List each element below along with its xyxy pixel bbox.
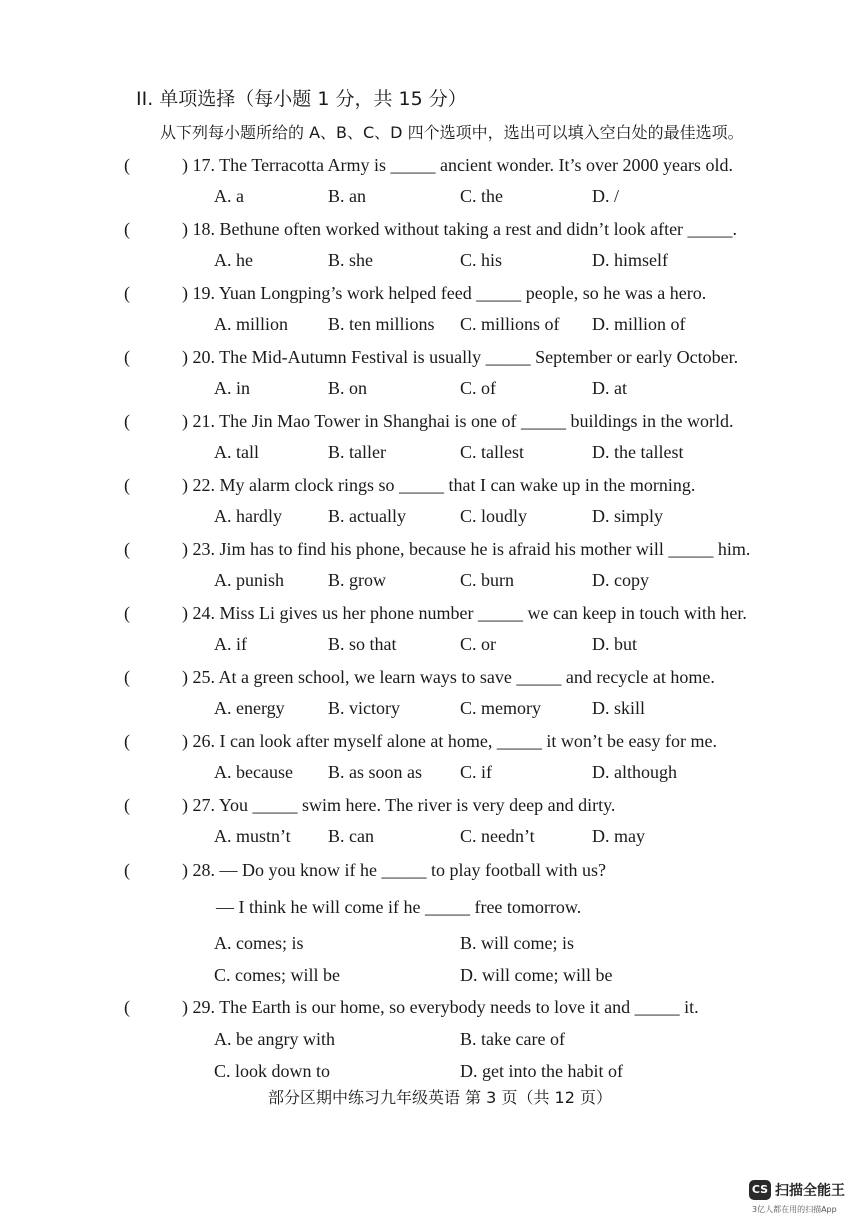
question-text: ) 17. The Terracotta Army is _____ ancient wonder. It’s over 2000 years old. — [182, 155, 733, 175]
question-text: ) 23. Jim has to find his phone, because he is afraid his mother will _____ him. — [182, 539, 751, 559]
answer-blank-paren[interactable]: ( — [124, 219, 130, 239]
option-d: D. / — [592, 186, 619, 206]
option-d: D. at — [592, 378, 627, 398]
answer-blank-paren[interactable]: ( — [124, 539, 130, 559]
question-text: ) 26. I can look after myself alone at home, _____ it won’t be easy for me. — [182, 731, 718, 751]
option-a: A. tall — [214, 442, 259, 462]
option-b: B. take care of — [460, 1029, 565, 1049]
answer-blank-paren[interactable]: ( — [124, 475, 130, 495]
option-d: D. will come; will be — [460, 965, 613, 985]
answer-blank-paren[interactable]: ( — [124, 603, 130, 623]
option-d: D. skill — [592, 698, 646, 718]
option-c: C. millions of — [460, 314, 560, 334]
option-c: C. burn — [460, 570, 514, 590]
option-d: D. simply — [592, 506, 664, 526]
answer-blank-paren[interactable]: ( — [124, 731, 130, 751]
answer-blank-paren[interactable]: ( — [124, 411, 130, 431]
option-d: D. may — [592, 826, 645, 846]
question-text: ) 18. Bethune often worked without taking a rest and didn’t look after _____. — [182, 219, 738, 239]
answer-blank-paren[interactable]: ( — [124, 667, 130, 687]
option-d: D. copy — [592, 570, 649, 590]
question-text: ) 28. — Do you know if he _____ to play football with us? — [182, 860, 606, 880]
option-d: D. million of — [592, 314, 686, 334]
camscanner-logo-icon: CS — [749, 1180, 771, 1200]
answer-blank-paren[interactable]: ( — [124, 795, 130, 815]
option-b: B. an — [328, 186, 366, 206]
question-text: ) 27. You _____ swim here. The river is very deep and dirty. — [182, 795, 616, 815]
option-b: B. she — [328, 250, 373, 270]
option-b: B. can — [328, 826, 374, 846]
option-b: B. grow — [328, 570, 386, 590]
option-c: C. his — [460, 250, 503, 270]
page-footer: 部分区期中练习九年级英语 第 3 页（共 12 页） — [268, 1088, 612, 1107]
option-c: C. tallest — [460, 442, 524, 462]
option-c: C. look down to — [214, 1061, 331, 1081]
option-d: D. himself — [592, 250, 668, 270]
question-text: ) 22. My alarm clock rings so _____ that I can wake up in the morning. — [182, 475, 696, 495]
question-text: ) 25. At a green school, we learn ways to save _____ and recycle at home. — [182, 667, 715, 687]
option-c: C. of — [460, 378, 496, 398]
option-a: A. hardly — [214, 506, 282, 526]
option-a: A. in — [214, 378, 250, 398]
option-d: D. the tallest — [592, 442, 684, 462]
answer-blank-paren[interactable]: ( — [124, 997, 130, 1017]
option-d: D. get into the habit of — [460, 1061, 623, 1081]
option-b: B. actually — [328, 506, 406, 526]
option-a: A. be angry with — [214, 1029, 335, 1049]
option-b: B. victory — [328, 698, 400, 718]
option-b: B. will come; is — [460, 933, 574, 953]
option-a: A. million — [214, 314, 289, 334]
question-text: ) 19. Yuan Longping’s work helped feed _____ people, so he was a hero. — [182, 283, 707, 303]
option-a: A. comes; is — [214, 933, 304, 953]
option-a: A. because — [214, 762, 293, 782]
option-c: C. memory — [460, 698, 541, 718]
option-a: A. energy — [214, 698, 285, 718]
scanner-app-name: 扫描全能王 — [775, 1183, 845, 1199]
question-text: ) 29. The Earth is our home, so everybody needs to love it and _____ it. — [182, 997, 699, 1017]
option-a: A. punish — [214, 570, 285, 590]
question-text: ) 24. Miss Li gives us her phone number _____ we can keep in touch with her. — [182, 603, 747, 623]
option-c: C. loudly — [460, 506, 528, 526]
answer-blank-paren[interactable]: ( — [124, 860, 130, 880]
option-b: B. as soon as — [328, 762, 422, 782]
option-a: A. if — [214, 634, 247, 654]
option-b: B. on — [328, 378, 368, 398]
option-c: C. if — [460, 762, 493, 782]
option-d: D. but — [592, 634, 637, 654]
answer-blank-paren[interactable]: ( — [124, 155, 130, 175]
question-text: ) 21. The Jin Mao Tower in Shanghai is one of _____ buildings in the world. — [182, 411, 734, 431]
option-b: B. taller — [328, 442, 386, 462]
section-title: II. 单项选择（每小题 1 分，共 15 分） — [136, 88, 467, 110]
answer-blank-paren[interactable]: ( — [124, 283, 130, 303]
question-text: ) 20. The Mid-Autumn Festival is usually _____ September or early October. — [182, 347, 739, 367]
option-a: A. a — [214, 186, 244, 206]
option-b: B. so that — [328, 634, 397, 654]
option-c: C. or — [460, 634, 496, 654]
option-c: C. comes; will be — [214, 965, 340, 985]
option-c: C. needn’t — [460, 826, 535, 846]
option-a: A. mustn’t — [214, 826, 291, 846]
option-d: D. although — [592, 762, 677, 782]
option-a: A. he — [214, 250, 253, 270]
option-c: C. the — [460, 186, 503, 206]
scanner-tagline: 3亿人都在用的扫描App — [752, 1205, 837, 1214]
answer-blank-paren[interactable]: ( — [124, 347, 130, 367]
section-instruction: 从下列每小题所给的 A、B、C、D 四个选项中，选出可以填入空白处的最佳选项。 — [160, 123, 744, 142]
question-dialogue-line: — I think he will come if he _____ free tomorrow. — [216, 897, 582, 917]
option-b: B. ten millions — [328, 314, 435, 334]
